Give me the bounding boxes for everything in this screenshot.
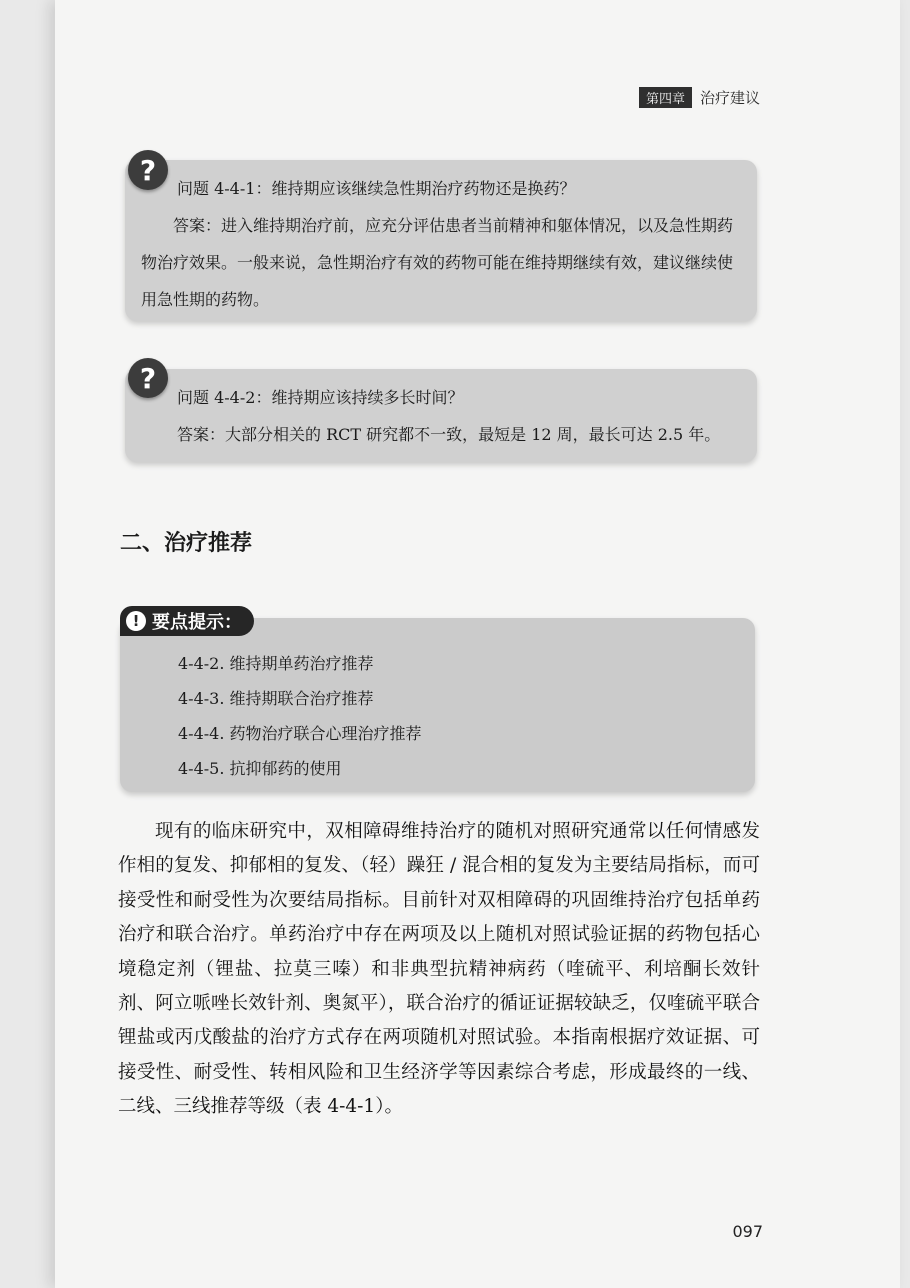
- page-number: 097: [732, 1222, 763, 1241]
- qa-box-1: [125, 160, 757, 321]
- key-points-label-text: 要点提示：: [152, 612, 242, 633]
- key-point-item: 4-4-4. 药物治疗联合心理治疗推荐: [178, 724, 422, 743]
- question-text: 问题 4-4-1：维持期应该继续急性期治疗药物还是换药？: [177, 179, 576, 198]
- key-points-list: [178, 646, 422, 786]
- key-point-item: 4-4-2. 维持期单药治疗推荐: [178, 654, 374, 673]
- chapter-header: [639, 87, 760, 108]
- question-icon: ?: [128, 358, 168, 398]
- section-heading: 二、治疗推荐: [120, 531, 253, 556]
- question-icon: ?: [128, 150, 168, 190]
- qa-box-2: [125, 369, 757, 462]
- question-text: 问题 4-4-2：维持期应该持续多长时间？: [177, 388, 464, 407]
- body-paragraph: 现有的临床研究中，双相障碍维持治疗的随机对照研究通常以任何情感发作相的复发、抑郁相的复发、（轻）躁狂 / 混合相的复发为主要结局指标，而可接受性和耐受性为次要结局指标。目前针对双相障碍的巩固维持治疗包括单药治疗和联合治疗。单药治疗中存在两项及以上随机对照试验证据的药物包括心境稳定剂（锂盐、拉莫三嗪）和非典型抗精神病药（喹硫平、利培酮长效针剂、阿立哌唑长效针剂、奥氮平），联合治疗的循证证据较缺乏，仅喹硫平联合锂盐或丙戊酸盐的治疗方式存在两项随机对照试验。本指南根据疗效证据、可接受性、耐受性、转相风险和卫生经济学等因素综合考虑，形成最终的一线、二线、三线推荐等级（表 4-4-1）。: [118, 821, 760, 1118]
- key-point-item: 4-4-3. 维持期联合治疗推荐: [178, 689, 374, 708]
- answer-text: 答案：大部分相关的 RCT 研究都不一致，最短是 12 周，最长可达 2.5 年。: [177, 425, 721, 444]
- chapter-title: 治疗建议: [699, 89, 760, 107]
- chapter-tag: 第四章: [639, 87, 692, 108]
- key-points-label: [120, 606, 254, 636]
- key-point-item: 4-4-5. 抗抑郁药的使用: [178, 759, 342, 778]
- exclamation-icon: !: [126, 611, 146, 631]
- answer-text: 答案：进入维持期治疗前，应充分评估患者当前精神和躯体情况，以及急性期药物治疗效果。一般来说，急性期治疗有效的药物可能在维持期继续有效，建议继续使用急性期的药物。: [141, 216, 734, 309]
